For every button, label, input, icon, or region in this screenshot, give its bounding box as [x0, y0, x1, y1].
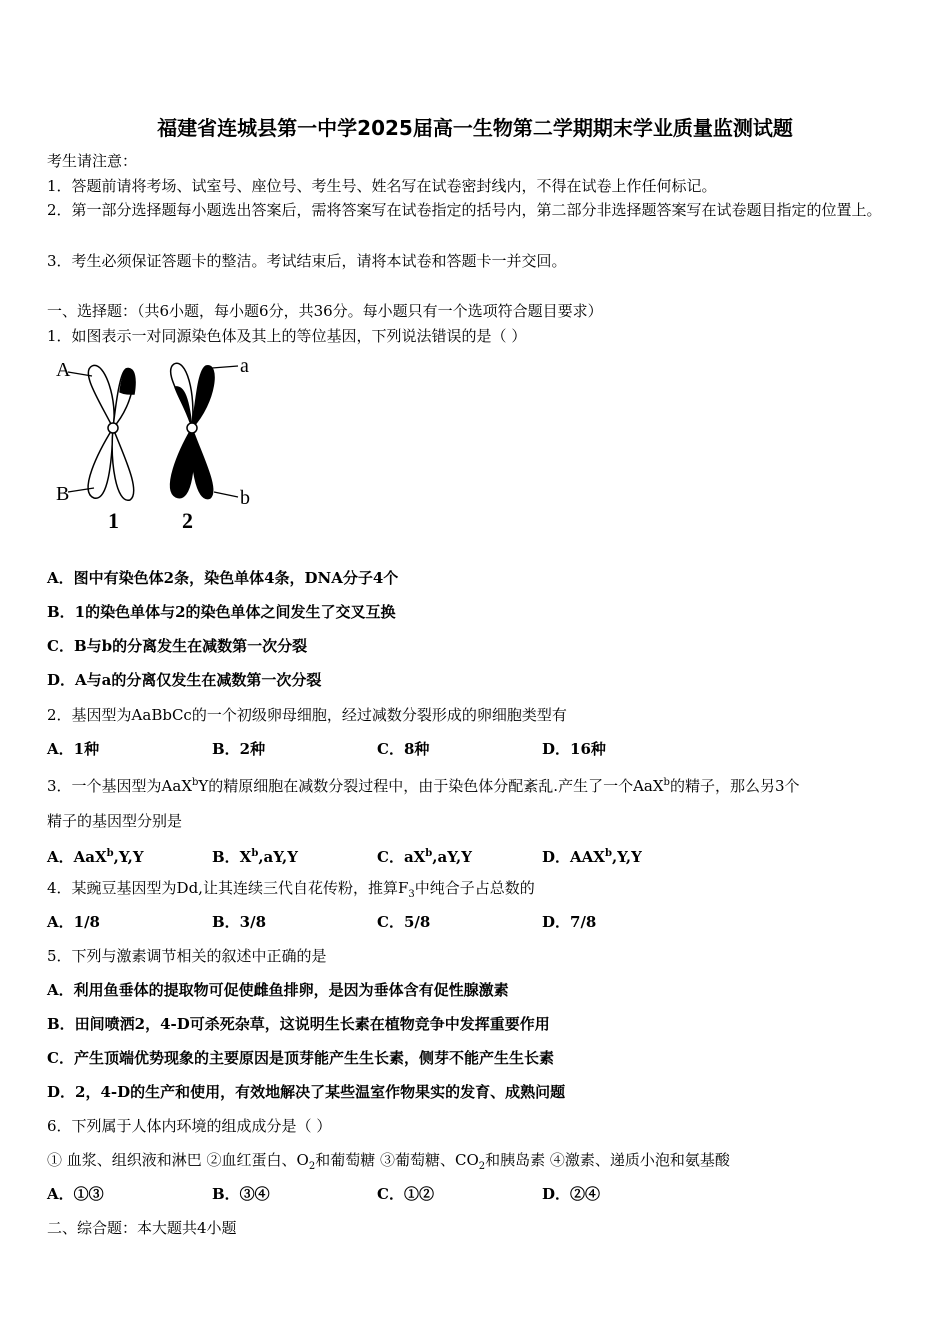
q3-option-b-sup: b — [251, 848, 259, 859]
q4-stem-sub: 3 — [408, 889, 415, 900]
notice-item-2: 2．第一部分选择题每小题选出答案后，需将答案写在试卷指定的括号内，第二部分非选择题答案写在试卷题目指定的位置上。 — [47, 201, 882, 219]
q4-option-d[interactable]: D．7/8 — [542, 913, 597, 931]
q3-stem-part3: 的精子，那么另3个 — [669, 777, 800, 795]
q6-option-a[interactable]: A．①③ — [47, 1185, 104, 1203]
q1-option-c[interactable]: C．B与b的分离发生在减数第一次分裂 — [47, 637, 308, 655]
q3-stem-part2: Y的精原细胞在减数分裂过程中，由于染色体分配紊乱.产生了一个AaX — [198, 777, 664, 795]
q3-option-a-sup: b — [106, 848, 114, 859]
q3-stem-part1: 3．一个基因型为AaX — [47, 777, 192, 795]
chromosome-number-2: 2 — [182, 508, 193, 533]
q6-option-c[interactable]: C．①② — [377, 1185, 434, 1203]
label-B: B — [56, 483, 70, 505]
q5-stem: 5．下列与激素调节相关的叙述中正确的是 — [47, 947, 327, 965]
chromosome-2 — [171, 363, 214, 498]
q1-option-b[interactable]: B．1的染色单体与2的染色单体之间发生了交叉互换 — [47, 603, 396, 621]
q3-stem-sup2: b — [663, 777, 670, 788]
q4-stem — [47, 877, 535, 906]
q5-option-b[interactable]: B．田间喷洒2，4-D可杀死杂草，这说明生长素在植物竞争中发挥重要作用 — [47, 1015, 550, 1033]
notice-item-1: 1．答题前请将考场、试室号、座位号、考生号、姓名写在试卷密封线内，不得在试卷上作任何标记。 — [47, 177, 717, 195]
label-b: b — [240, 487, 250, 509]
q6-option-b[interactable]: B．③④ — [212, 1185, 270, 1203]
q2-option-b[interactable]: B．2种 — [212, 740, 266, 758]
q3-option-c-pre: C．aX — [377, 848, 426, 866]
chromosome-figure — [50, 352, 270, 537]
q6-items-sub2: 2 — [478, 1161, 486, 1172]
q3-stem-sup1: b — [192, 777, 199, 788]
q6-items — [47, 1149, 730, 1178]
q3-option-a[interactable] — [47, 843, 144, 868]
q6-items-sub1: 2 — [308, 1161, 316, 1172]
q1-option-d[interactable]: D．A与a的分离仅发生在减数第一次分裂 — [47, 671, 322, 689]
q3-option-b-pre: B．X — [212, 848, 252, 866]
chromosome-1 — [88, 365, 135, 500]
label-a: a — [240, 355, 249, 377]
q2-stem: 2．基因型为AaBbCc的一个初级卵母细胞，经过减数分裂形成的卵细胞类型有 — [47, 706, 567, 724]
q2-option-c[interactable]: C．8种 — [377, 740, 430, 758]
q5-option-a[interactable]: A．利用鱼垂体的提取物可促使雌鱼排卵，是因为垂体含有促性腺激素 — [47, 981, 509, 999]
q3-option-d[interactable] — [542, 843, 642, 868]
q2-option-a[interactable]: A．1种 — [47, 740, 100, 758]
notice-item-3: 3．考生必须保证答题卡的整洁。考试结束后，请将本试卷和答题卡一并交回。 — [47, 252, 567, 270]
label-A: A — [56, 359, 71, 381]
q1-option-a[interactable]: A．图中有染色体2条，染色单体4条，DNA分子4个 — [47, 569, 399, 587]
q4-option-c[interactable]: C．5/8 — [377, 913, 431, 931]
q6-items-part3: 和胰岛素 ④激素、递质小泡和氨基酸 — [485, 1151, 730, 1169]
q1-stem: 1．如图表示一对同源染色体及其上的等位基因，下列说法错误的是（ ） — [47, 327, 527, 345]
q4-option-b[interactable]: B．3/8 — [212, 913, 267, 931]
q3-option-a-post: ,Y,Y — [113, 848, 144, 866]
q5-option-c[interactable]: C．产生顶端优势现象的主要原因是顶芽能产生生长素，侧芽不能产生生长素 — [47, 1049, 554, 1067]
q6-stem: 6．下列属于人体内环境的组成成分是（ ） — [47, 1117, 332, 1135]
q6-items-part2: 和葡萄糖 ③葡萄糖、CO — [315, 1151, 479, 1169]
q4-option-a[interactable]: A．1/8 — [47, 913, 100, 931]
q3-option-d-post: ,Y,Y — [611, 848, 642, 866]
q3-option-c-sup: b — [425, 848, 433, 859]
section-2-heading: 二、综合题：本大题共4小题 — [47, 1219, 237, 1237]
q3-option-c[interactable] — [377, 843, 472, 868]
page-title: 福建省连城县第一中学2025届高一生物第二学期期末学业质量监测试题 — [157, 116, 793, 140]
q4-stem-part1: 4．某豌豆基因型为Dd,让其连续三代自花传粉，推算F — [47, 879, 409, 897]
q6-option-d[interactable]: D．②④ — [542, 1185, 601, 1203]
q3-option-d-pre: D．AAX — [542, 848, 605, 866]
section-1-heading: 一、选择题：（共6小题，每小题6分，共36分。每小题只有一个选项符合题目要求） — [47, 302, 603, 320]
q5-option-d[interactable]: D．2，4-D的生产和使用，有效地解决了某些温室作物果实的发育、成熟问题 — [47, 1083, 566, 1101]
q6-items-part1: ① 血浆、组织液和淋巴 ②血红蛋白、O — [47, 1151, 309, 1169]
q2-option-d[interactable]: D．16种 — [542, 740, 606, 758]
q3-option-b-post: ,aY,Y — [258, 848, 298, 866]
q3-option-d-sup: b — [604, 848, 612, 859]
q3-option-b[interactable] — [212, 843, 298, 868]
q3-option-c-post: ,aY,Y — [432, 848, 472, 866]
q3-stem — [47, 772, 800, 797]
q3-stem-line2: 精子的基因型分别是 — [47, 812, 183, 830]
chromosome-number-1: 1 — [108, 508, 119, 533]
q4-stem-part2: 中纯合子占总数的 — [414, 879, 535, 897]
notice-heading: 考生请注意： — [47, 152, 138, 170]
q3-option-a-pre: A．AaX — [47, 848, 107, 866]
